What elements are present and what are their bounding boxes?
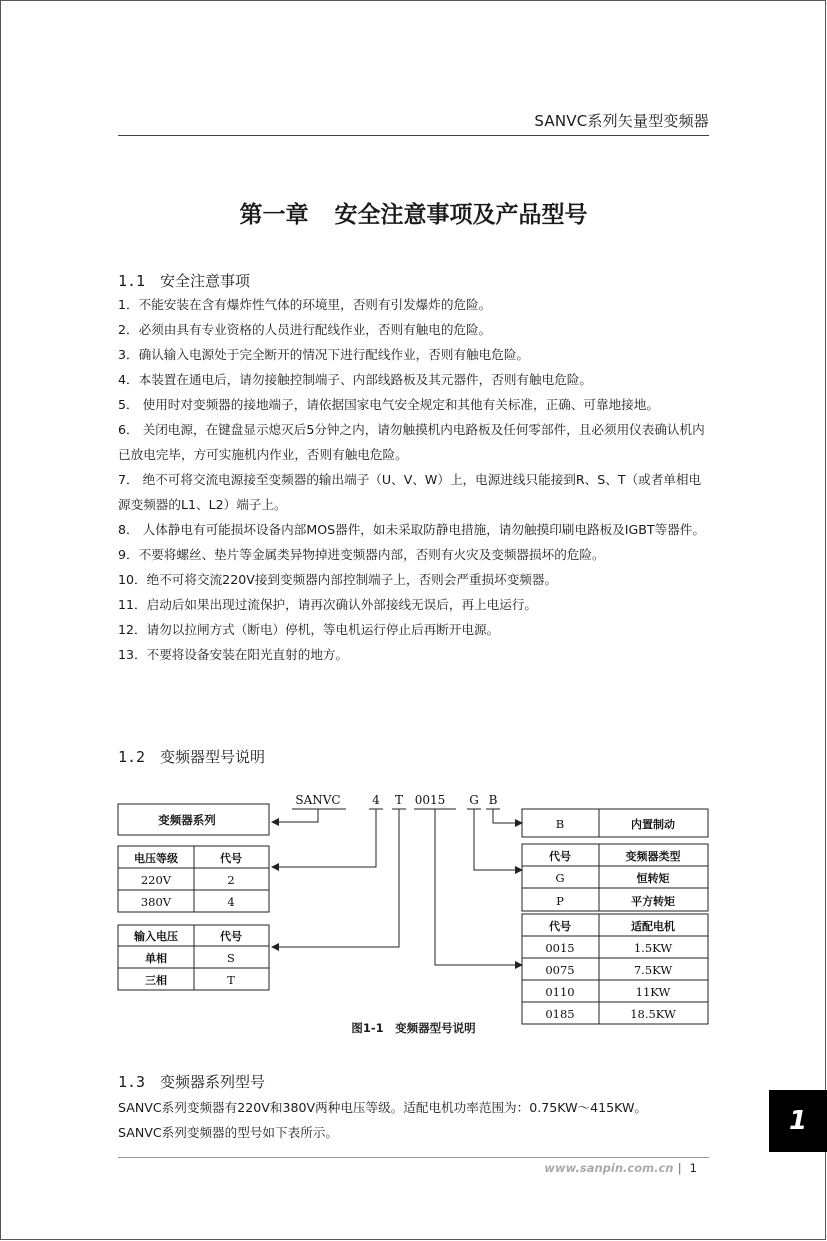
list-item: 3．确认输入电源处于完全断开的情况下进行配线作业，否则有触电危险。 <box>118 347 530 362</box>
section-title: 安全注意事项 <box>160 272 251 290</box>
table-cell: T <box>227 973 235 987</box>
paragraph-line: SANVC系列变频器有220V和380V两种电压等级。适配电机功率范围为：0.75KW～415KW。 <box>118 1100 648 1115</box>
code-phase: T <box>394 793 404 807</box>
code-power: 0015 <box>414 793 446 807</box>
list-item: 12．请勿以拉闸方式（断电）停机，等电机运行停止后再断开电源。 <box>118 622 500 637</box>
table-cell: 4 <box>227 895 235 909</box>
running-header: SANVC系列矢量型变频器 <box>534 112 709 130</box>
footer-separator: | <box>677 1161 682 1175</box>
footer <box>544 1161 697 1175</box>
chapter-name: 安全注意事项及产品型号 <box>334 202 588 228</box>
table-cell: 11KW <box>635 985 671 999</box>
table-cell: 恒转矩 <box>636 872 670 885</box>
paragraph-line: SANVC系列变频器的型号如下表所示。 <box>118 1125 338 1140</box>
list-item: 4．本装置在通电后，请勿接触控制端子、内部线路板及其元器件，否则有触电危险。 <box>118 372 592 387</box>
table-cell: 0015 <box>545 941 575 955</box>
table-cell: 平方转矩 <box>631 895 675 908</box>
series-label: 变频器系列 <box>158 813 216 827</box>
table-header: 变频器类型 <box>625 850 681 863</box>
table-cell: 220V <box>140 873 172 887</box>
list-item: 5． 使用时对变频器的接地端子，请依据国家电气安全规定和其他有关标准，正确、可靠地接地。 <box>118 397 659 412</box>
table-header: 代号 <box>549 920 571 933</box>
chapter-number: 第一章 <box>239 202 309 228</box>
list-item: 11．启动后如果出现过流保护，请再次确认外部接线无误后，再上电运行。 <box>118 597 538 612</box>
table-cell: P <box>556 894 564 908</box>
chapter-tab: 1 <box>769 1090 827 1152</box>
section-3-heading <box>118 1071 265 1092</box>
series-box <box>118 804 269 835</box>
code-type: G <box>469 793 479 807</box>
section-3-body <box>118 1095 718 1145</box>
table-header: 输入电压 <box>134 930 178 943</box>
list-item: 9．不要将螺丝、垫片等金属类异物掉进变频器内部，否则有火灾及变频器损坏的危险。 <box>118 547 605 562</box>
section-title: 变频器型号说明 <box>160 748 266 766</box>
table-header: 代号 <box>549 850 571 863</box>
table-header: 代号 <box>220 852 242 865</box>
footer-url[interactable]: www.sanpin.com.cn <box>544 1161 674 1175</box>
section-number: 1.1 <box>118 272 146 290</box>
table-cell: 18.5KW <box>630 1007 676 1021</box>
section-number: 1.3 <box>118 1073 146 1091</box>
table-cell: B <box>555 817 565 831</box>
list-item: 8． 人体静电有可能损坏设备内部MOS器件，如未采取防静电措施，请勿触摸印刷电路板及IGBT等器件。 <box>118 522 705 537</box>
table-cell: 三相 <box>145 974 167 987</box>
list-item: 6． 关闭电源，在键盘显示熄灭后5分钟之内，请勿触摸机内电路板及任何零部件，且必须用仪表确认机内已放电完毕，方可实施机内作业，否则有触电危险。 <box>118 422 705 462</box>
table-cell: 0110 <box>545 985 575 999</box>
table-cell: 1.5KW <box>633 941 673 955</box>
table-cell: S <box>227 951 235 965</box>
code-brand: SANVC <box>295 793 341 807</box>
table-header: 电压等级 <box>134 852 178 865</box>
table-cell: 单相 <box>145 952 167 965</box>
code-brake: B <box>488 793 498 807</box>
page-number: 1 <box>689 1161 697 1175</box>
brake-table <box>522 809 708 837</box>
code-voltage: 4 <box>372 793 380 807</box>
table-header: 代号 <box>220 930 242 943</box>
footer-rule <box>118 1157 709 1158</box>
table-cell: 7.5KW <box>633 963 673 977</box>
section-title: 变频器系列型号 <box>160 1073 266 1091</box>
figure-caption: 图1-1 变频器型号说明 <box>351 1021 476 1035</box>
list-item: 2．必须由具有专业资格的人员进行配线作业，否则有触电的危险。 <box>118 322 492 337</box>
list-item: 7． 绝不可将交流电源接至变频器的输出端子（U、V、W）上，电源进线只能接到R、S、T（或者单相电源变频器的L1、L2）端子上。 <box>118 472 702 512</box>
table-cell: 2 <box>227 873 235 887</box>
list-item: 1．不能安装在含有爆炸性气体的环境里，否则有引发爆炸的危险。 <box>118 297 492 312</box>
table-cell: 内置制动 <box>631 818 675 831</box>
list-item: 10．绝不可将交流220V接到变频器内部控制端子上，否则会严重损坏变频器。 <box>118 572 558 587</box>
table-cell: 380V <box>140 895 172 909</box>
table-cell: 0075 <box>545 963 575 977</box>
list-item: 13．不要将设备安装在阳光直射的地方。 <box>118 647 349 662</box>
table-header: 适配电机 <box>631 920 675 933</box>
table-cell: 0185 <box>545 1007 575 1021</box>
section-number: 1.2 <box>118 748 146 766</box>
table-cell: G <box>555 871 565 885</box>
connector-lines <box>272 809 522 965</box>
